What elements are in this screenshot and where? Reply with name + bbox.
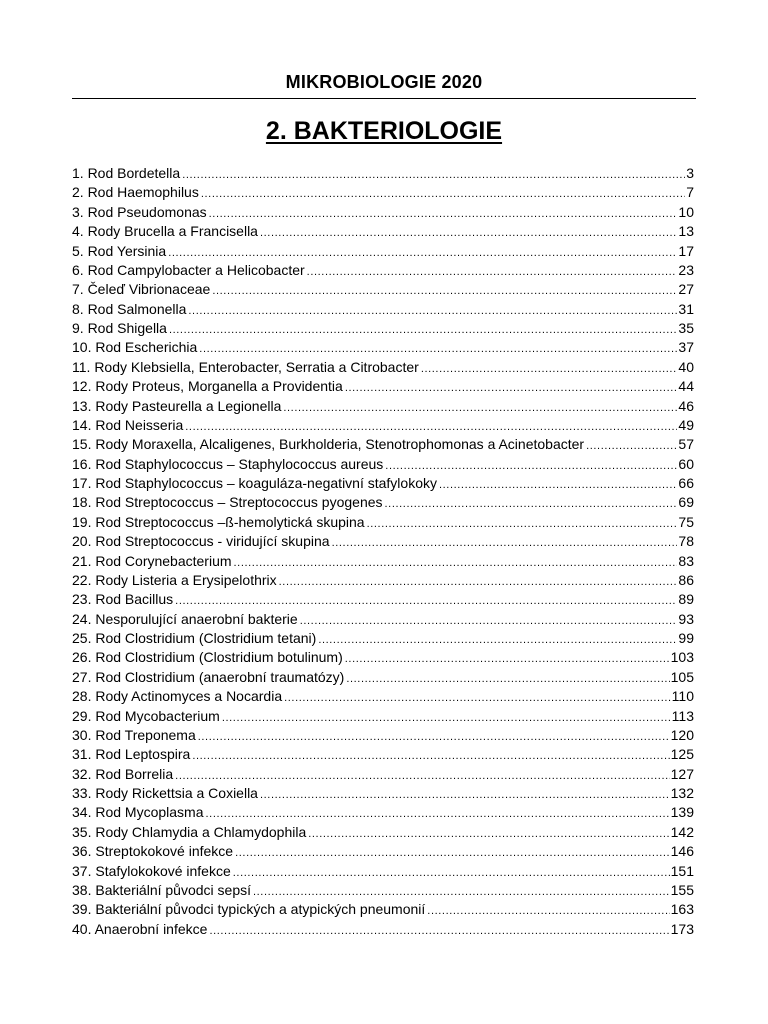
toc-dot-leader	[308, 825, 669, 842]
toc-dot-leader	[279, 573, 678, 590]
toc-dot-leader	[206, 805, 670, 822]
toc-entry-page-number: 3	[686, 165, 694, 181]
toc-entry-page-number: 75	[678, 513, 694, 530]
toc-entry-title: 9. Rod Shigella	[72, 320, 167, 336]
toc-entry-page-number: 127	[670, 765, 694, 782]
toc-entry-page-number: 10	[678, 203, 694, 220]
toc-dot-leader	[586, 437, 677, 454]
toc-entry-title: 6. Rod Campylobacter a Helicobacter	[72, 261, 305, 278]
toc-entry-title: 19. Rod Streptococcus –ß-hemolytická skupina	[72, 513, 365, 530]
toc-entry-page-number: 37	[678, 339, 694, 356]
toc-dot-leader	[260, 224, 677, 241]
toc-entry-title: 35. Rody Chlamydia a Chlamydophila	[72, 823, 307, 840]
toc-entry-title: 21. Rod Corynebacterium	[72, 552, 232, 569]
toc-dot-leader	[235, 844, 670, 861]
toc-entry[interactable]	[72, 493, 694, 512]
section-title	[0, 114, 768, 148]
toc-entry-title: 18. Rod Streptococcus – Streptococcus pyogenes	[72, 494, 383, 511]
toc-entry-title: 10. Rod Escherichia	[72, 339, 198, 356]
toc-dot-leader	[175, 767, 669, 784]
toc-entry-page-number: 31	[678, 300, 694, 317]
toc-entry[interactable]	[72, 784, 694, 803]
toc-dot-leader	[212, 282, 677, 299]
toc-entry-page-number: 113	[671, 707, 694, 724]
toc-entry[interactable]	[72, 803, 694, 822]
toc-entry[interactable]	[72, 552, 694, 571]
toc-entry[interactable]	[72, 338, 694, 357]
toc-dot-leader	[284, 689, 671, 706]
toc-entry-page-number: 110	[671, 688, 694, 705]
toc-dot-leader	[192, 747, 669, 764]
toc-entry-page-number: 132	[670, 785, 694, 801]
toc-dot-leader	[201, 185, 685, 202]
toc-entry[interactable]	[72, 745, 694, 764]
toc-dot-leader	[169, 321, 677, 338]
toc-entry-title: 24. Nesporulující anaerobní bakterie	[72, 610, 298, 627]
toc-entry[interactable]	[72, 474, 694, 493]
toc-dot-leader	[385, 495, 678, 512]
toc-entry[interactable]	[72, 629, 694, 648]
toc-entry-title: 11. Rody Klebsiella, Enterobacter, Serratia a Citrobacter	[72, 358, 419, 375]
toc-dot-leader	[233, 864, 670, 881]
toc-entry-page-number: 99	[678, 630, 694, 646]
toc-entry[interactable]	[72, 823, 694, 842]
toc-dot-leader	[185, 418, 677, 435]
toc-entry-title: 27. Rod Clostridium (anaerobní traumatózy)	[72, 668, 345, 685]
toc-entry-title: 15. Rody Moraxella, Alcaligenes, Burkholderia, Stenotrophomonas a Acinetobacter	[72, 436, 585, 453]
toc-entry-page-number: 103	[670, 649, 694, 666]
toc-entry-page-number: 139	[670, 804, 694, 821]
toc-entry-title: 29. Rod Mycobacterium	[72, 707, 220, 724]
toc-entry-page-number: 40	[678, 358, 694, 375]
toc-dot-leader	[182, 166, 685, 183]
toc-entry[interactable]	[72, 261, 694, 280]
toc-entry[interactable]	[72, 416, 694, 435]
toc-entry-title: 20. Rod Streptococcus - viridující skupina	[72, 533, 330, 550]
toc-entry[interactable]	[72, 183, 694, 202]
toc-entry[interactable]	[72, 707, 694, 726]
toc-entry-page-number: 57	[678, 436, 694, 453]
toc-entry-title: 37. Stafylokokové infekce	[72, 862, 231, 879]
toc-entry-title: 25. Rod Clostridium (Clostridium tetani)	[72, 630, 317, 646]
table-of-contents	[72, 164, 694, 939]
toc-dot-leader	[209, 922, 669, 939]
toc-entry[interactable]	[72, 648, 694, 667]
toc-entry-page-number: 105	[670, 668, 694, 685]
toc-dot-leader	[198, 728, 670, 745]
toc-entry-title: 13. Rody Pasteurella a Legionella	[72, 397, 282, 414]
toc-entry-title: 14. Rod Neisseria	[72, 416, 184, 433]
toc-entry[interactable]	[72, 668, 694, 687]
toc-entry[interactable]	[72, 435, 694, 454]
toc-entry[interactable]	[72, 203, 694, 222]
toc-dot-leader	[345, 650, 670, 667]
toc-entry-page-number: 44	[678, 378, 694, 395]
toc-dot-leader	[332, 534, 678, 551]
toc-entry-title: 5. Rod Yersinia	[72, 242, 167, 259]
toc-entry-title: 3. Rod Pseudomonas	[72, 203, 207, 220]
toc-entry-title: 7. Čeleď Vibrionaceae	[72, 281, 211, 298]
toc-entry-title: 26. Rod Clostridium (Clostridium botulinum)	[72, 649, 343, 666]
toc-entry[interactable]	[72, 900, 694, 919]
toc-dot-leader	[421, 360, 678, 377]
toc-dot-leader	[367, 515, 678, 532]
toc-entry-page-number: 83	[678, 552, 694, 569]
toc-dot-leader	[209, 205, 678, 222]
toc-entry[interactable]	[72, 455, 694, 474]
toc-entry[interactable]	[72, 377, 694, 396]
toc-entry[interactable]	[72, 513, 694, 532]
toc-dot-leader	[222, 709, 671, 726]
toc-dot-leader	[234, 554, 678, 571]
toc-entry[interactable]	[72, 726, 694, 745]
toc-entry-page-number: 69	[678, 494, 694, 511]
toc-entry[interactable]	[72, 242, 694, 261]
toc-entry-title: 23. Rod Bacillus	[72, 591, 174, 608]
toc-entry-title: 32. Rod Borrelia	[72, 765, 174, 782]
toc-entry[interactable]	[72, 358, 694, 377]
toc-entry-page-number: 66	[678, 475, 694, 491]
toc-entry[interactable]	[72, 765, 694, 784]
toc-entry-page-number: 93	[678, 610, 694, 627]
toc-dot-leader	[318, 631, 677, 648]
toc-entry-title: 40. Anaerobní infekce	[72, 920, 208, 937]
toc-entry-page-number: 78	[678, 533, 694, 550]
toc-dot-leader	[300, 612, 678, 629]
toc-entry-title: 38. Bakteriální původci sepsí	[72, 881, 251, 898]
toc-dot-leader	[439, 476, 677, 493]
toc-dot-leader	[188, 302, 677, 319]
toc-entry-title: 28. Rody Actinomyces a Nocardia	[72, 688, 283, 705]
toc-entry-page-number: 86	[678, 571, 694, 588]
header-divider	[72, 98, 696, 99]
toc-entry-page-number: 60	[678, 455, 694, 472]
toc-entry-title: 34. Rod Mycoplasma	[72, 804, 204, 821]
toc-entry-title: 33. Rody Rickettsia a Coxiella	[72, 785, 258, 801]
toc-dot-leader	[168, 244, 677, 261]
course-title: MIKROBIOLOGIE 2020	[285, 72, 483, 92]
toc-entry-page-number: 155	[670, 881, 694, 898]
toc-entry[interactable]	[72, 222, 694, 241]
toc-entry[interactable]	[72, 164, 694, 183]
toc-entry-title: 39. Bakteriální původci typických a atypických pneumonií	[72, 901, 426, 918]
toc-dot-leader	[253, 883, 670, 900]
toc-entry-title: 16. Rod Staphylococcus – Staphylococcus aureus	[72, 455, 384, 472]
toc-entry[interactable]	[72, 687, 694, 706]
toc-dot-leader	[346, 670, 669, 687]
toc-entry[interactable]	[72, 397, 694, 416]
toc-entry-page-number: 7	[686, 184, 694, 201]
toc-entry-title: 31. Rod Leptospira	[72, 746, 191, 763]
toc-entry[interactable]	[72, 862, 694, 881]
toc-entry[interactable]	[72, 590, 694, 609]
toc-entry-title: 30. Rod Treponema	[72, 726, 196, 743]
toc-entry-page-number: 46	[678, 397, 694, 414]
toc-entry-title: 2. Rod Haemophilus	[72, 184, 199, 201]
toc-entry-page-number: 35	[678, 320, 694, 336]
toc-entry[interactable]	[72, 319, 694, 338]
toc-dot-leader	[385, 457, 677, 474]
toc-dot-leader	[175, 592, 677, 609]
toc-entry-page-number: 151	[670, 862, 694, 879]
section-title-text: 2. BAKTERIOLOGIE	[265, 117, 503, 145]
toc-entry-title: 8. Rod Salmonella	[72, 300, 187, 317]
toc-entry-page-number: 13	[678, 223, 694, 240]
toc-entry[interactable]	[72, 571, 694, 590]
toc-entry-title: 36. Streptokokové infekce	[72, 843, 234, 860]
toc-entry-page-number: 49	[678, 416, 694, 433]
toc-entry-page-number: 142	[670, 823, 694, 840]
toc-entry-page-number: 17	[678, 242, 694, 259]
toc-entry-page-number: 163	[670, 901, 694, 918]
toc-entry-title: 4. Rody Brucella a Francisella	[72, 223, 258, 240]
toc-dot-leader	[345, 379, 678, 396]
toc-entry-title: 1. Rod Bordetella	[72, 165, 181, 181]
toc-entry-page-number: 27	[678, 281, 694, 298]
toc-entry-page-number: 120	[670, 726, 694, 743]
toc-entry-page-number: 23	[678, 261, 694, 278]
toc-dot-leader	[260, 786, 670, 803]
toc-entry[interactable]	[72, 280, 694, 299]
toc-entry-page-number: 146	[670, 843, 694, 860]
toc-dot-leader	[199, 340, 677, 357]
toc-entry-title: 22. Rody Listeria a Erysipelothrix	[72, 571, 277, 588]
toc-entry-page-number: 125	[670, 746, 694, 763]
toc-entry[interactable]	[72, 920, 694, 939]
toc-entry-page-number: 173	[670, 920, 694, 937]
toc-entry-page-number: 89	[678, 591, 694, 608]
toc-entry[interactable]	[72, 842, 694, 861]
toc-dot-leader	[307, 263, 678, 280]
toc-entry[interactable]	[72, 532, 694, 551]
toc-entry[interactable]	[72, 610, 694, 629]
toc-entry[interactable]	[72, 881, 694, 900]
toc-dot-leader	[427, 902, 669, 919]
toc-entry[interactable]	[72, 300, 694, 319]
toc-entry-title: 17. Rod Staphylococcus – koaguláza-negativní stafylokoky	[72, 475, 437, 491]
toc-entry-title: 12. Rody Proteus, Morganella a Providentia	[72, 378, 343, 395]
toc-dot-leader	[283, 399, 677, 416]
